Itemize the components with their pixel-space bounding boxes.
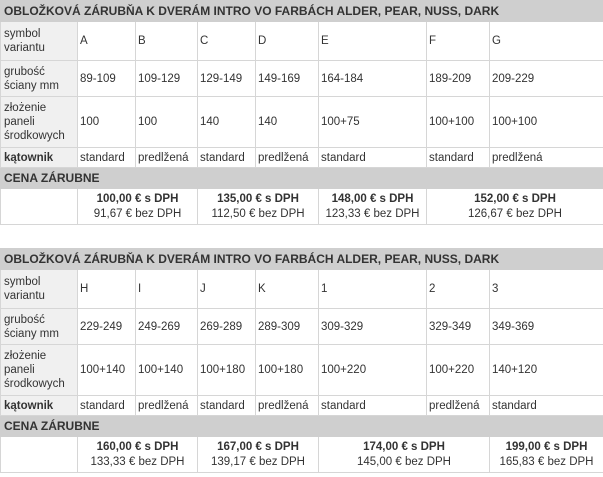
price-title-row bbox=[1, 168, 603, 189]
price-with-vat: 199,00 € s DPH bbox=[505, 440, 588, 453]
table-cell: 149-169 bbox=[256, 61, 319, 97]
price-cell bbox=[319, 437, 490, 473]
table-title: OBLOŽKOVÁ ZÁRUBŇA K DVERÁM INTRO VO FARBÁCH ALDER, PEAR, NUSS, DARK bbox=[1, 1, 603, 22]
table-cell: 100+180 bbox=[256, 345, 319, 396]
thickness-row bbox=[1, 61, 603, 97]
price-without-vat: 139,17 € bez DPH bbox=[211, 455, 305, 468]
table-cell: 329-349 bbox=[427, 309, 490, 345]
price-title: CENA ZÁRUBNE bbox=[1, 168, 603, 189]
price-without-vat: 112,50 € bez DPH bbox=[211, 207, 305, 220]
table-cell: 89-109 bbox=[78, 61, 136, 97]
price-cell bbox=[427, 189, 603, 225]
table-cell: 140 bbox=[198, 97, 256, 148]
table-cell: 100+220 bbox=[319, 345, 427, 396]
empty-cell bbox=[1, 189, 78, 225]
table-cell: standard bbox=[319, 148, 427, 168]
price-without-vat: 133,33 € bez DPH bbox=[90, 455, 185, 468]
table-cell: predlžená bbox=[136, 396, 198, 416]
row-label: złożenie paneli środkowych bbox=[1, 97, 78, 148]
table-cell: 2 bbox=[427, 270, 490, 309]
table-cell: standard bbox=[490, 396, 603, 416]
price-title: CENA ZÁRUBNE bbox=[1, 416, 603, 437]
table-cell: K bbox=[256, 270, 319, 309]
price-without-vat: 126,67 € bez DPH bbox=[468, 207, 562, 220]
panels-row bbox=[1, 97, 603, 148]
table-cell: standard bbox=[198, 148, 256, 168]
table-cell: 140+120 bbox=[490, 345, 603, 396]
table-cell: 269-289 bbox=[198, 309, 256, 345]
price-without-vat: 145,00 € bez DPH bbox=[357, 455, 451, 468]
row-label: grubość ściany mm bbox=[1, 309, 78, 345]
table-cell: standard bbox=[427, 148, 490, 168]
price-with-vat: 148,00 € s DPH bbox=[331, 192, 414, 205]
price-table-2 bbox=[0, 248, 603, 473]
table-cell: 100 bbox=[78, 97, 136, 148]
table-cell: 249-269 bbox=[136, 309, 198, 345]
variant-row bbox=[1, 270, 603, 309]
price-cell bbox=[78, 189, 198, 225]
panels-row bbox=[1, 345, 603, 396]
table-cell: 100 bbox=[136, 97, 198, 148]
table-cell: 289-309 bbox=[256, 309, 319, 345]
price-cell bbox=[198, 437, 319, 473]
price-table-1 bbox=[0, 0, 603, 225]
table-cell: 140 bbox=[256, 97, 319, 148]
price-cell bbox=[319, 189, 427, 225]
table-cell: 100+100 bbox=[490, 97, 603, 148]
price-cell bbox=[198, 189, 319, 225]
price-title-row bbox=[1, 416, 603, 437]
angle-row bbox=[1, 148, 603, 168]
table-cell: B bbox=[136, 22, 198, 61]
table-cell: 129-149 bbox=[198, 61, 256, 97]
table-cell: 100+180 bbox=[198, 345, 256, 396]
table-title: OBLOŽKOVÁ ZÁRUBŇA K DVERÁM INTRO VO FARBÁCH ALDER, PEAR, NUSS, DARK bbox=[1, 249, 603, 270]
angle-row bbox=[1, 396, 603, 416]
table-cell: predlžená bbox=[256, 396, 319, 416]
table-cell: predlžená bbox=[427, 396, 490, 416]
table-cell: 309-329 bbox=[319, 309, 427, 345]
table-cell: 100+75 bbox=[319, 97, 427, 148]
table-cell: 1 bbox=[319, 270, 427, 309]
table-cell: predlžená bbox=[256, 148, 319, 168]
table-cell: 189-209 bbox=[427, 61, 490, 97]
table-cell: 209-229 bbox=[490, 61, 603, 97]
table-cell: 164-184 bbox=[319, 61, 427, 97]
row-label: złożenie paneli środkowych bbox=[1, 345, 78, 396]
table-cell: J bbox=[198, 270, 256, 309]
price-with-vat: 152,00 € s DPH bbox=[474, 192, 556, 205]
table-cell: H bbox=[78, 270, 136, 309]
price-with-vat: 167,00 € s DPH bbox=[217, 440, 299, 453]
price-without-vat: 91,67 € bez DPH bbox=[93, 207, 182, 220]
table-cell: C bbox=[198, 22, 256, 61]
price-cell bbox=[490, 437, 603, 473]
price-row bbox=[1, 189, 603, 225]
table-cell: 100+100 bbox=[427, 97, 490, 148]
table-cell: standard bbox=[78, 396, 136, 416]
table-cell: 100+140 bbox=[136, 345, 198, 396]
table-cell: standard bbox=[319, 396, 427, 416]
price-without-vat: 123,33 € bez DPH bbox=[325, 207, 420, 220]
price-row bbox=[1, 437, 603, 473]
row-label: kątownik bbox=[1, 148, 78, 168]
table-title-row bbox=[1, 1, 603, 22]
table-cell: standard bbox=[198, 396, 256, 416]
thickness-row bbox=[1, 309, 603, 345]
table-cell: F bbox=[427, 22, 490, 61]
table-cell: predlžená bbox=[136, 148, 198, 168]
table-cell: 349-369 bbox=[490, 309, 603, 345]
table-cell: 100+140 bbox=[78, 345, 136, 396]
row-label: symbol variantu bbox=[1, 22, 78, 61]
table-cell: 109-129 bbox=[136, 61, 198, 97]
row-label: kątownik bbox=[1, 396, 78, 416]
price-with-vat: 100,00 € s DPH bbox=[96, 192, 179, 205]
table-cell: E bbox=[319, 22, 427, 61]
price-cell bbox=[78, 437, 198, 473]
price-with-vat: 160,00 € s DPH bbox=[96, 440, 179, 453]
table-cell: 100+220 bbox=[427, 345, 490, 396]
price-with-vat: 135,00 € s DPH bbox=[217, 192, 299, 205]
price-without-vat: 165,83 € bez DPH bbox=[499, 455, 594, 468]
table-title-row bbox=[1, 249, 603, 270]
table-cell: 229-249 bbox=[78, 309, 136, 345]
row-label: symbol variantu bbox=[1, 270, 78, 309]
table-cell: standard bbox=[78, 148, 136, 168]
row-label: grubość ściany mm bbox=[1, 61, 78, 97]
table-cell: I bbox=[136, 270, 198, 309]
empty-cell bbox=[1, 437, 78, 473]
table-cell: D bbox=[256, 22, 319, 61]
variant-row bbox=[1, 22, 603, 61]
table-cell: 3 bbox=[490, 270, 603, 309]
table-cell: predlžená bbox=[490, 148, 603, 168]
table-cell: G bbox=[490, 22, 603, 61]
table-cell: A bbox=[78, 22, 136, 61]
price-with-vat: 174,00 € s DPH bbox=[363, 440, 445, 453]
